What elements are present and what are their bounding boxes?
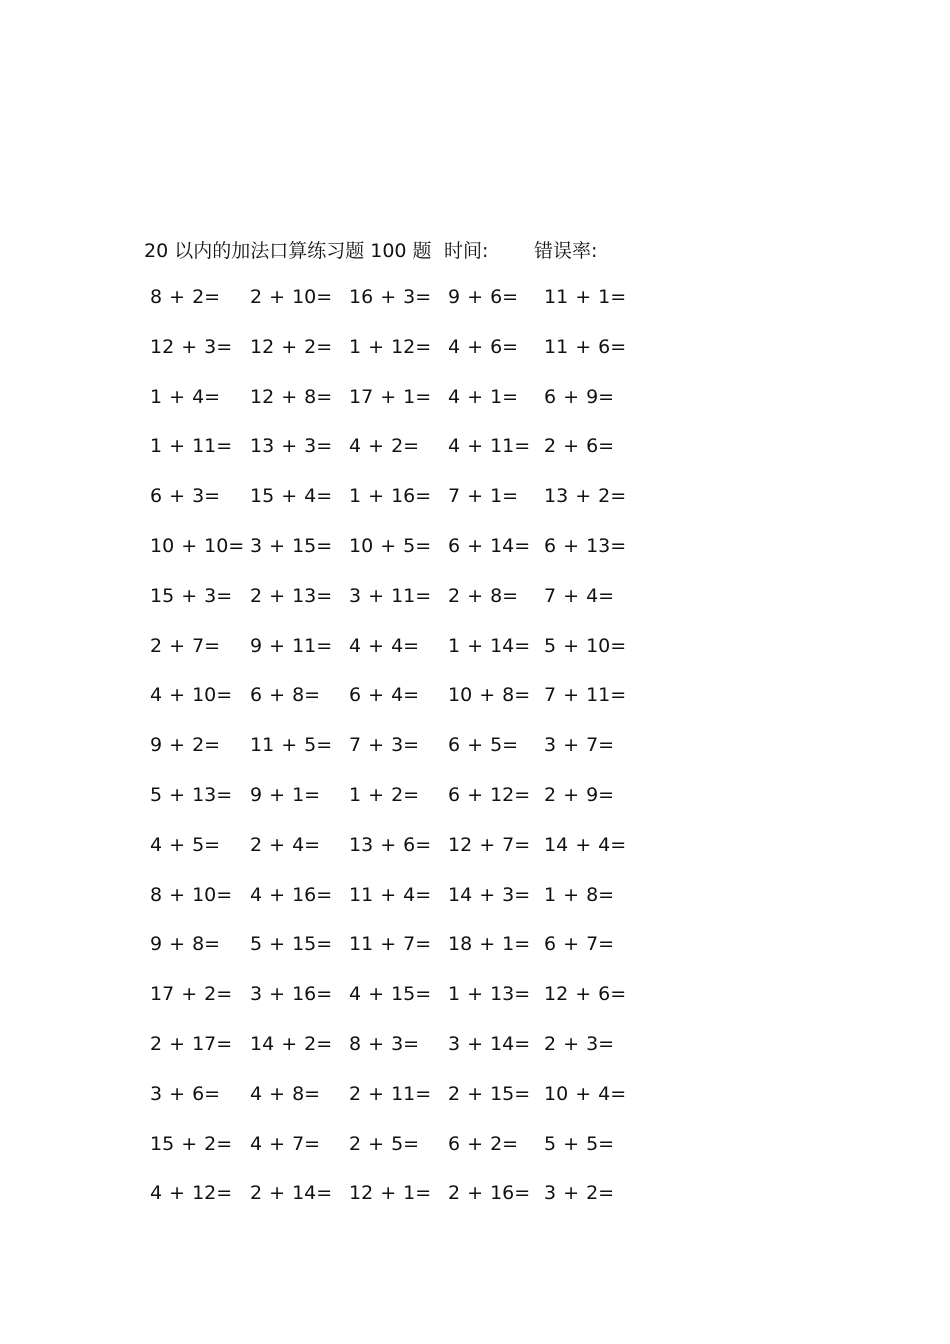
problem-item: 14 + 4= — [544, 833, 627, 856]
problem-item: 2 + 17= — [150, 1032, 233, 1055]
problem-row — [0, 535, 950, 585]
problem-item: 10 + 4= — [544, 1082, 627, 1105]
problem-item: 10 + 10= — [150, 534, 245, 557]
problem-item: 1 + 13= — [448, 983, 531, 1006]
error-rate-label: 错误率: — [534, 240, 598, 262]
problem-item: 12 + 3= — [150, 335, 233, 358]
problem-item: 3 + 2= — [544, 1182, 615, 1205]
problem-item: 14 + 2= — [250, 1032, 333, 1055]
problem-row — [0, 784, 950, 834]
problem-item: 4 + 4= — [349, 634, 420, 657]
problem-row — [0, 485, 950, 535]
problem-item: 9 + 2= — [150, 734, 221, 757]
problem-row — [0, 585, 950, 635]
problem-item: 13 + 6= — [349, 833, 432, 856]
problem-item: 8 + 2= — [150, 286, 221, 308]
problem-item: 11 + 4= — [349, 883, 432, 906]
problem-item: 18 + 1= — [448, 933, 531, 956]
problem-grid — [0, 286, 950, 1232]
problem-item: 4 + 7= — [250, 1132, 321, 1155]
problem-row — [0, 983, 950, 1033]
problem-item: 3 + 7= — [544, 734, 615, 757]
problem-item: 1 + 11= — [150, 435, 233, 458]
problem-row — [0, 1182, 950, 1232]
problem-item: 6 + 12= — [448, 783, 531, 806]
problem-item: 4 + 8= — [250, 1082, 321, 1105]
problem-item: 15 + 2= — [150, 1132, 233, 1155]
problem-item: 6 + 8= — [250, 684, 321, 707]
problem-item: 12 + 8= — [250, 385, 333, 408]
problem-row — [0, 286, 950, 336]
problem-item: 9 + 11= — [250, 634, 333, 657]
problem-item: 2 + 3= — [544, 1032, 615, 1055]
problem-row — [0, 386, 950, 436]
problem-item: 6 + 7= — [544, 933, 615, 956]
problem-item: 11 + 6= — [544, 335, 627, 358]
problem-item: 2 + 10= — [250, 286, 333, 308]
problem-item: 3 + 14= — [448, 1032, 531, 1055]
problem-item: 9 + 8= — [150, 933, 221, 956]
problem-item: 4 + 6= — [448, 335, 519, 358]
problem-item: 5 + 10= — [544, 634, 627, 657]
problem-item: 1 + 2= — [349, 783, 420, 806]
problem-item: 10 + 8= — [448, 684, 531, 707]
problem-item: 4 + 11= — [448, 435, 531, 458]
problem-item: 3 + 11= — [349, 584, 432, 607]
problem-item: 8 + 3= — [349, 1032, 420, 1055]
problem-item: 15 + 3= — [150, 584, 233, 607]
problem-item: 6 + 2= — [448, 1132, 519, 1155]
problem-item: 2 + 5= — [349, 1132, 420, 1155]
problem-item: 1 + 14= — [448, 634, 531, 657]
problem-row — [0, 834, 950, 884]
problem-item: 16 + 3= — [349, 286, 432, 308]
problem-item: 7 + 4= — [544, 584, 615, 607]
problem-item: 2 + 7= — [150, 634, 221, 657]
problem-item: 1 + 4= — [150, 385, 221, 408]
problem-item: 2 + 16= — [448, 1182, 531, 1205]
problem-item: 2 + 8= — [448, 584, 519, 607]
problem-item: 13 + 3= — [250, 435, 333, 458]
problem-item: 6 + 3= — [150, 485, 221, 508]
problem-item: 12 + 7= — [448, 833, 531, 856]
problem-item: 2 + 9= — [544, 783, 615, 806]
problem-item: 17 + 1= — [349, 385, 432, 408]
problem-item: 4 + 5= — [150, 833, 221, 856]
problem-item: 2 + 15= — [448, 1082, 531, 1105]
problem-item: 6 + 14= — [448, 534, 531, 557]
problem-item: 8 + 10= — [150, 883, 233, 906]
problem-row — [0, 1083, 950, 1133]
problem-item: 13 + 2= — [544, 485, 627, 508]
problem-item: 1 + 8= — [544, 883, 615, 906]
problem-item: 1 + 16= — [349, 485, 432, 508]
problem-item: 14 + 3= — [448, 883, 531, 906]
problem-item: 12 + 6= — [544, 983, 627, 1006]
problem-row — [0, 734, 950, 784]
problem-item: 1 + 12= — [349, 335, 432, 358]
problem-item: 17 + 2= — [150, 983, 233, 1006]
problem-item: 12 + 2= — [250, 335, 333, 358]
problem-item: 9 + 1= — [250, 783, 321, 806]
problem-row — [0, 1033, 950, 1083]
problem-item: 4 + 15= — [349, 983, 432, 1006]
problem-row — [0, 435, 950, 485]
problem-item: 4 + 1= — [448, 385, 519, 408]
worksheet-title: 20 以内的加法口算练习题 100 题 — [144, 240, 432, 262]
problem-item: 2 + 13= — [250, 584, 333, 607]
problem-item: 3 + 6= — [150, 1082, 221, 1105]
problem-item: 11 + 7= — [349, 933, 432, 956]
problem-row — [0, 684, 950, 734]
problem-item: 4 + 16= — [250, 883, 333, 906]
problem-item: 9 + 6= — [448, 286, 519, 308]
problem-item: 2 + 6= — [544, 435, 615, 458]
problem-item: 2 + 4= — [250, 833, 321, 856]
problem-item: 5 + 13= — [150, 783, 233, 806]
problem-item: 3 + 15= — [250, 534, 333, 557]
problem-item: 6 + 13= — [544, 534, 627, 557]
time-label: 时间: — [444, 240, 489, 262]
problem-item: 10 + 5= — [349, 534, 432, 557]
problem-item: 7 + 11= — [544, 684, 627, 707]
problem-item: 4 + 12= — [150, 1182, 233, 1205]
problem-item: 6 + 5= — [448, 734, 519, 757]
problem-item: 7 + 1= — [448, 485, 519, 508]
problem-item: 11 + 5= — [250, 734, 333, 757]
problem-row — [0, 1133, 950, 1183]
problem-item: 7 + 3= — [349, 734, 420, 757]
problem-item: 5 + 15= — [250, 933, 333, 956]
problem-row — [0, 933, 950, 983]
problem-row — [0, 635, 950, 685]
problem-item: 3 + 16= — [250, 983, 333, 1006]
problem-item: 15 + 4= — [250, 485, 333, 508]
problem-item: 4 + 2= — [349, 435, 420, 458]
problem-item: 2 + 14= — [250, 1182, 333, 1205]
problem-item: 6 + 4= — [349, 684, 420, 707]
problem-item: 6 + 9= — [544, 385, 615, 408]
problem-item: 11 + 1= — [544, 286, 627, 308]
problem-item: 12 + 1= — [349, 1182, 432, 1205]
problem-item: 5 + 5= — [544, 1132, 615, 1155]
problem-item: 4 + 10= — [150, 684, 233, 707]
problem-item: 2 + 11= — [349, 1082, 432, 1105]
problem-row — [0, 884, 950, 934]
problem-row — [0, 336, 950, 386]
